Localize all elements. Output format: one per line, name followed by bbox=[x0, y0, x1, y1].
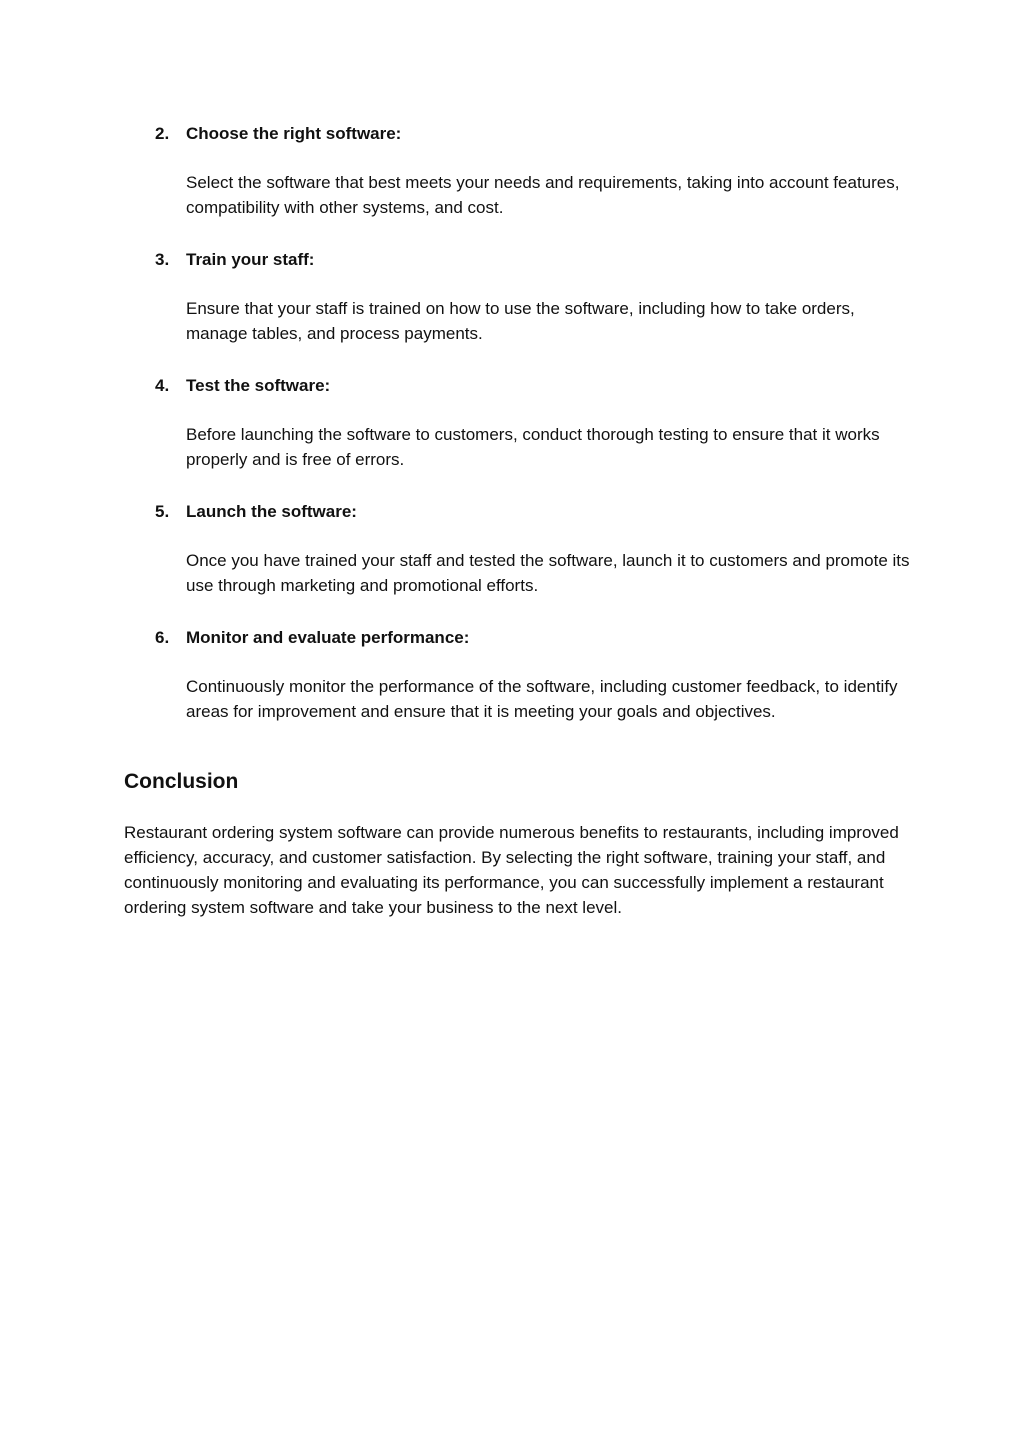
list-item bbox=[124, 121, 914, 220]
step-heading bbox=[124, 247, 914, 272]
step-number: 5. bbox=[155, 502, 170, 521]
conclusion-heading: Conclusion bbox=[124, 770, 239, 793]
implementation-steps-list bbox=[124, 121, 914, 751]
step-title: Choose the right software: bbox=[186, 124, 402, 143]
step-number: 2. bbox=[155, 124, 170, 143]
step-description: Once you have trained your staff and tested the software, launch it to customers and promote its use through marketing and promotional efforts. bbox=[186, 551, 910, 595]
step-heading bbox=[124, 625, 914, 650]
step-title: Train your staff: bbox=[186, 250, 315, 269]
conclusion-paragraph: Restaurant ordering system software can provide numerous benefits to restaurants, including improved efficiency, accuracy, and customer satisfaction. By selecting the right software, training your staff, and continuously monitoring and evaluating its performance, you can successfully implement a restaurant ordering system software and take your business to the next level. bbox=[124, 823, 899, 917]
list-item bbox=[124, 625, 914, 724]
step-description: Select the software that best meets your needs and requirements, taking into account features, compatibility with other systems, and cost. bbox=[186, 173, 900, 217]
step-heading bbox=[124, 121, 914, 146]
step-title: Launch the software: bbox=[186, 502, 357, 521]
step-title: Monitor and evaluate performance: bbox=[186, 628, 470, 647]
step-description: Continuously monitor the performance of the software, including customer feedback, to identify areas for improvement and ensure that it is meeting your goals and objectives. bbox=[186, 677, 898, 721]
step-number: 4. bbox=[155, 376, 170, 395]
step-description: Before launching the software to customers, conduct thorough testing to ensure that it works properly and is free of errors. bbox=[186, 425, 880, 469]
step-title: Test the software: bbox=[186, 376, 331, 395]
step-heading bbox=[124, 373, 914, 398]
step-number: 6. bbox=[155, 628, 170, 647]
step-number: 3. bbox=[155, 250, 170, 269]
step-description: Ensure that your staff is trained on how to use the software, including how to take orders, manage tables, and process payments. bbox=[186, 299, 855, 343]
list-item bbox=[124, 499, 914, 598]
list-item bbox=[124, 247, 914, 346]
list-item bbox=[124, 373, 914, 472]
step-heading bbox=[124, 499, 914, 524]
